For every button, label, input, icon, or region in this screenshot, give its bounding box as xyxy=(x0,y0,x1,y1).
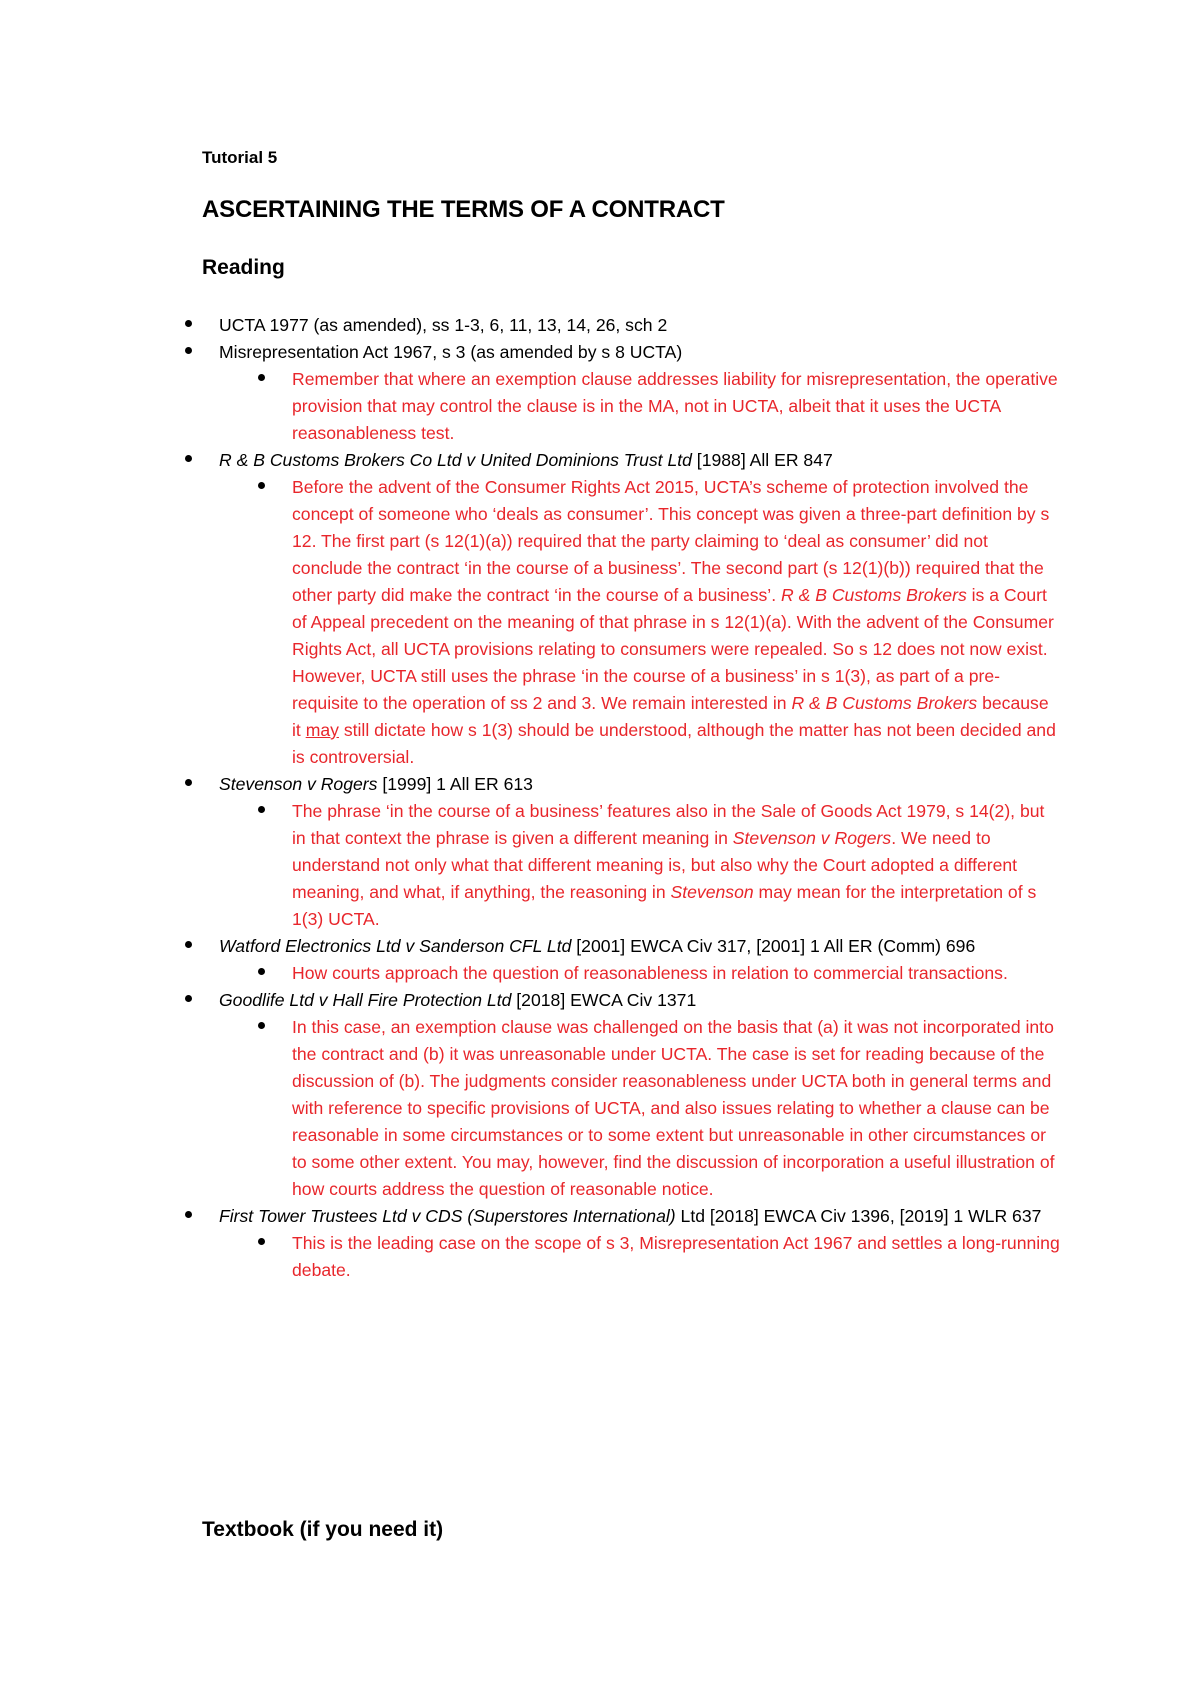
case-citation: Ltd [2018] EWCA Civ 1396, [2019] 1 WLR 637 xyxy=(675,1206,1042,1226)
note-text: Before the advent of the Consumer Rights Act 2015, UCTA’s scheme of protection involved the concept of someone who ‘deals as consumer’. This concept was given a three-part definition by s 12. The first part (s 12(1)(a)) required that the party claiming to ‘deal as consumer’ did not conclude the contract ‘in the course of a business’. The second part (s 12(1)(b)) required that the other party did make the contract ‘in the course of a business’. xyxy=(292,477,1050,605)
note-text: may mean for the interpretation of s 1(3) UCTA. xyxy=(292,882,1037,929)
note-text: Remember that where an exemption clause addresses liability for misrepresentation, the operative provision that may control the clause is in the MA, not in UCTA, albeit that it uses the UCTA reasonableness test. xyxy=(292,369,1058,443)
case-citation: [2001] EWCA Civ 317, [2001] 1 All ER (Comm) 696 xyxy=(571,936,976,956)
textbook-heading: Textbook (if you need it) xyxy=(202,1518,444,1541)
case-name: Goodlife Ltd v Hall Fire Protection Ltd xyxy=(219,990,512,1010)
reading-item-goodlife xyxy=(0,987,1200,1014)
note-text: is a Court of Appeal precedent on the meaning of that phrase in s 12(1)(a). With the advent of the Consumer Rights Act, all UCTA provisions relating to consumers were repealed. So s 12 does not now exist. However, UCTA still uses the phrase ‘in the course of a business’ in s 1(3), as part of a pre-requisite to the operation of ss 2 and 3. We remain interested in xyxy=(292,585,1054,713)
note-misrep-act xyxy=(0,366,1200,447)
note-text: This is the leading case on the scope of s 3, Misrepresentation Act 1967 and settles a long-running debate. xyxy=(292,1233,1060,1280)
item-text: Misrepresentation Act 1967, s 3 (as amended by s 8 UCTA) xyxy=(219,342,683,362)
bullet-icon xyxy=(185,455,192,462)
note-text: still dictate how s 1(3) should be understood, although the matter has not been decided and is controversial. xyxy=(292,720,1056,767)
note-text: How courts approach the question of reasonableness in relation to commercial transactions. xyxy=(292,963,1008,983)
note-first-tower xyxy=(0,1230,1200,1284)
case-name: Watford Electronics Ltd v Sanderson CFL Ltd xyxy=(219,936,572,956)
bullet-icon xyxy=(185,1211,192,1218)
page-title: ASCERTAINING THE TERMS OF A CONTRACT xyxy=(202,196,725,223)
bullet-icon xyxy=(258,374,265,381)
bullet-icon xyxy=(258,482,265,489)
case-ref: R & B Customs Brokers xyxy=(791,693,978,713)
case-citation: [2018] EWCA Civ 1371 xyxy=(511,990,697,1010)
reading-item-rb-customs xyxy=(0,447,1200,474)
case-ref: Stevenson xyxy=(670,882,754,902)
tutorial-label: Tutorial 5 xyxy=(202,148,278,167)
item-text: UCTA 1977 (as amended), ss 1-3, 6, 11, 13, 14, 26, sch 2 xyxy=(219,315,668,335)
bullet-icon xyxy=(258,968,265,975)
bullet-icon xyxy=(185,320,192,327)
underlined-word: may xyxy=(305,720,339,740)
case-name: First Tower Trustees Ltd v CDS (Superstores International) xyxy=(219,1206,676,1226)
note-text: The phrase ‘in the course of a business’ features also in the Sale of Goods Act 1979, s 14(2), but in that context the phrase is given a different meaning in xyxy=(292,801,1045,848)
reading-item-ucta xyxy=(0,312,1200,339)
case-citation: [1988] All ER 847 xyxy=(691,450,833,470)
note-goodlife xyxy=(0,1014,1200,1203)
reading-item-stevenson xyxy=(0,771,1200,798)
reading-item-watford xyxy=(0,933,1200,960)
note-text: In this case, an exemption clause was challenged on the basis that (a) it was not incorporated into the contract and (b) it was unreasonable under UCTA. The case is set for reading because of the discussion of (b). The judgments consider reasonableness under UCTA both in general terms and with reference to specific provisions of UCTA, and also issues relating to whether a clause can be reasonable in some circumstances or to some extent but unreasonable in other circumstances or to some other extent. You may, however, find the discussion of incorporation a useful illustration of how courts address the question of reasonable notice. xyxy=(292,1017,1055,1199)
case-name: R & B Customs Brokers Co Ltd v United Dominions Trust Ltd xyxy=(219,450,692,470)
note-watford xyxy=(0,960,1200,987)
bullet-icon xyxy=(258,1022,265,1029)
bullet-icon xyxy=(258,1238,265,1245)
reading-item-first-tower xyxy=(0,1203,1200,1230)
case-ref: R & B Customs Brokers xyxy=(780,585,967,605)
reading-heading: Reading xyxy=(202,256,285,279)
reading-item-misrep-act xyxy=(0,339,1200,366)
bullet-icon xyxy=(258,806,265,813)
bullet-icon xyxy=(185,779,192,786)
note-text: because it xyxy=(292,693,1049,740)
case-name: Stevenson v Rogers xyxy=(219,774,378,794)
case-ref: Stevenson v Rogers xyxy=(732,828,892,848)
bullet-icon xyxy=(185,941,192,948)
note-rb-customs xyxy=(0,474,1200,771)
note-stevenson xyxy=(0,798,1200,933)
bullet-icon xyxy=(185,995,192,1002)
case-citation: [1999] 1 All ER 613 xyxy=(377,774,533,794)
bullet-icon xyxy=(185,347,192,354)
note-text: . We need to understand not only what that different meaning is, but also why the Court adopted a different meaning, and what, if anything, the reasoning in xyxy=(292,828,1018,902)
reading-list xyxy=(0,312,1200,1284)
